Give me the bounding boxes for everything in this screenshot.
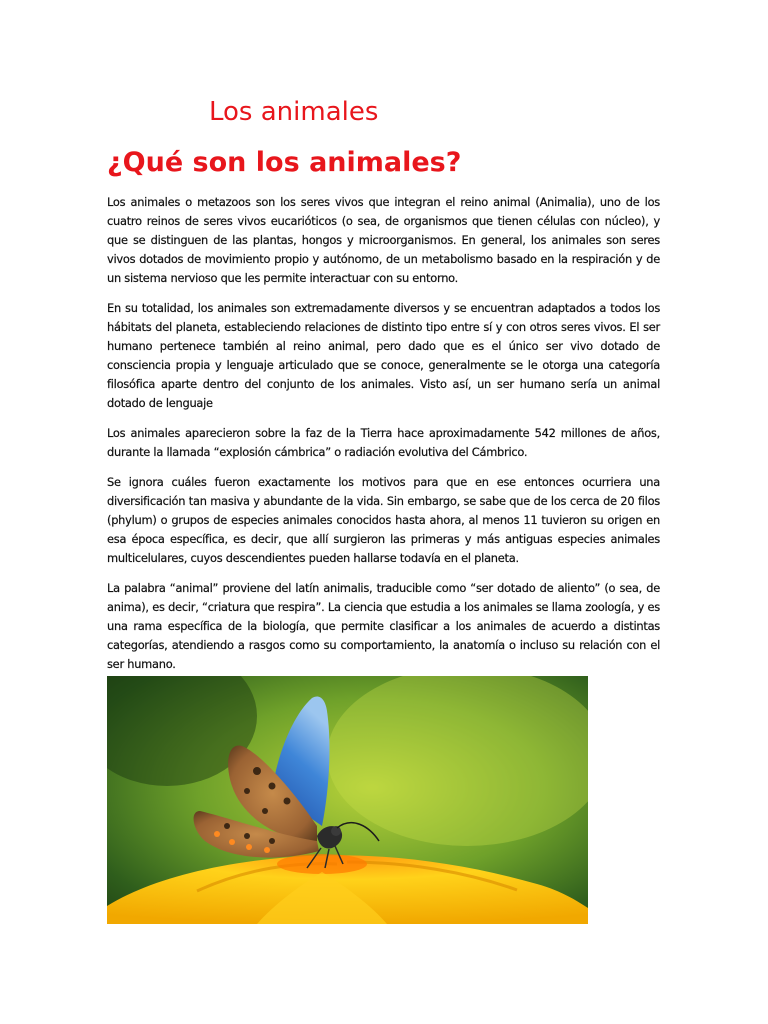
body-text: [107, 193, 660, 685]
paragraph-4: Se ignora cuáles fueron exactamente los motivos para que en ese entonces ocurriera una diversificación tan masiva y abundante de la vida. Sin embargo, se sabe que de los cerca de 20 filos (phylum) o grupos de especies animales conocidos hasta ahora, al menos 11 tuvieron su origen en esa época específica, es decir, que allí surgieron las primeras y más antiguas especies animales multicelulares, cuyos descendientes pueden hallarse todavía en el planeta.: [107, 475, 660, 565]
paragraph-5: La palabra “animal” proviene del latín animalis, traducible como “ser dotado de aliento” (o sea, de anima), es decir, “criatura que respira”. La ciencia que estudia a los animales se llama zoología, y es una rama específica de la biología, que permite clasificar a los animales de acuerdo a distintas categorías, atendiendo a rasgos como su comportamiento, la anatomía o incluso su relación con el ser humano.: [107, 581, 660, 671]
butterfly-photo: [107, 676, 588, 924]
butterfly-on-flower-illustration: [107, 676, 588, 924]
document-title: Los animales: [209, 97, 379, 127]
paragraph-1: Los animales o metazoos son los seres vivos que integran el reino animal (Animalia), uno de los cuatro reinos de seres vivos eucarióticos (o sea, de organismos que tienen células con núcleo), y que se distinguen de las plantas, hongos y microorganismos. En general, los animales son seres vivos dotados de movimiento propio y autónomo, de un metabolismo basado en la respiración y de un sistema nervioso que les permite interactuar con su entorno.: [107, 195, 660, 285]
paragraph-3: Los animales aparecieron sobre la faz de la Tierra hace aproximadamente 542 millones de años, durante la llamada “explosión cámbrica” o radiación evolutiva del Cámbrico.: [107, 426, 660, 459]
paragraph-2: En su totalidad, los animales son extremadamente diversos y se encuentran adaptados a todos los hábitats del planeta, estableciendo relaciones de distinto tipo entre sí y con otros seres vivos. El ser humano pertenece también al reino animal, pero dado que es el único ser vivo dotado de consciencia propia y lenguaje articulado que se conoce, generalmente se le otorga una categoría filosófica aparte dentro del conjunto de los animales. Visto así, un ser humano sería un animal dotado de lenguaje: [107, 301, 660, 410]
section-heading: ¿Qué son los animales?: [107, 147, 462, 178]
